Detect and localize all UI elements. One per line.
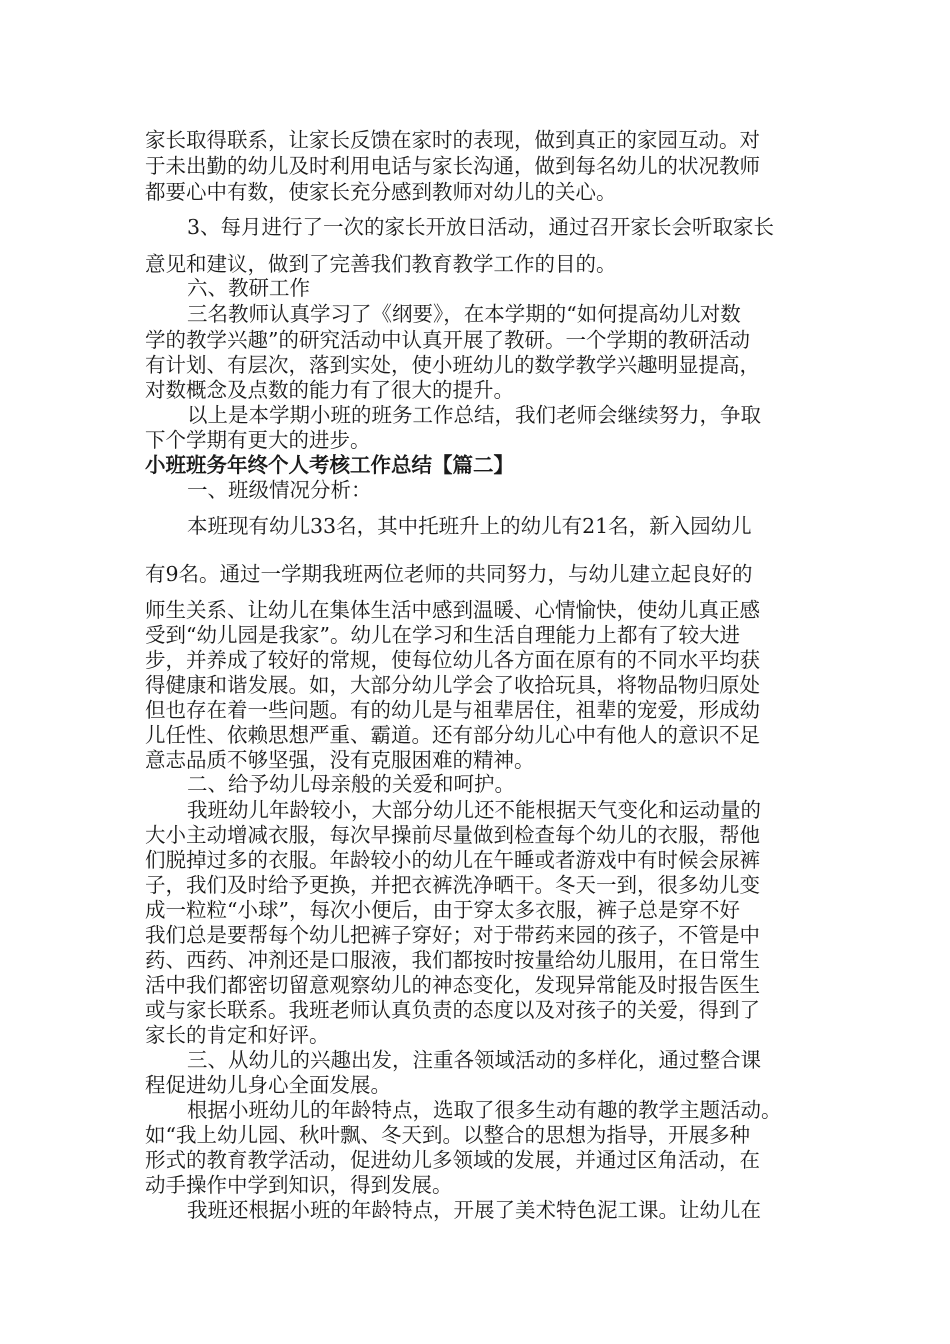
text-line: 我们总是要帮每个幼儿把裤子穿好；对于带药来园的孩子，不管是中 (145, 923, 760, 947)
text-line: 六、教研工作 (187, 276, 310, 300)
text-line: 对数概念及点数的能力有了很大的提升。 (145, 378, 514, 402)
text-line: 以上是本学期小班的班务工作总结，我们老师会继续努力，争取 (187, 403, 761, 427)
text-line: 们脱掉过多的衣服。年龄较小的幼儿在午睡或者游戏中有时候会尿裤 (145, 848, 760, 872)
text-line: 三、从幼儿的兴趣出发，注重各领域活动的多样化，通过整合课 (187, 1048, 761, 1072)
text-line: 受到“幼儿园是我家”。幼儿在学习和生活自理能力上都有了较大进 (145, 623, 740, 647)
text-line: 程促进幼儿身心全面发展。 (145, 1073, 391, 1097)
text-line: 家长的肯定和好评。 (145, 1023, 330, 1047)
text-line: 家长取得联系，让家长反馈在家时的表现，做到真正的家园互动。对 (145, 128, 760, 152)
section-heading: 小班班务年终个人考核工作总结【篇二】 (145, 453, 514, 477)
text-line: 3、每月进行了一次的家长开放日活动，通过召开家长会听取家长 (187, 215, 775, 239)
text-line: 本班现有幼儿33名，其中托班升上的幼儿有21名，新入园幼儿 (187, 514, 752, 538)
text-line: 有9名。通过一学期我班两位老师的共同努力，与幼儿建立起良好的 (145, 562, 753, 586)
text-line: 根据小班幼儿的年龄特点，选取了很多生动有趣的教学主题活动。 (187, 1098, 782, 1122)
text-line: 子，我们及时给予更换，并把衣裤洗净晒干。冬天一到，很多幼儿变 (145, 873, 760, 897)
text-line: 大小主动增减衣服，每次早操前尽量做到检查每个幼儿的衣服，帮他 (145, 823, 760, 847)
text-line: 学的教学兴趣”的研究活动中认真开展了教研。一个学期的教研活动 (145, 328, 750, 352)
text-line: 三名教师认真学习了《纲要》，在本学期的“如何提高幼儿对数 (187, 302, 741, 326)
text-line: 活中我们都密切留意观察幼儿的神态变化，发现异常能及时报告医生 (145, 973, 760, 997)
text-line: 步，并养成了较好的常规，使每位幼儿各方面在原有的不同水平均获 (145, 648, 760, 672)
text-line: 都要心中有数，使家长充分感到教师对幼儿的关心。 (145, 180, 617, 204)
text-line: 我班幼儿年龄较小，大部分幼儿还不能根据天气变化和运动量的 (187, 798, 761, 822)
text-line: 意见和建议，做到了完善我们教育教学工作的目的。 (145, 252, 617, 276)
text-line: 药、西药、冲剂还是口服液，我们都按时按量给幼儿服用，在日常生 (145, 948, 760, 972)
text-line: 儿任性、依赖思想严重、霸道。还有部分幼儿心中有他人的意识不足 (145, 723, 760, 747)
text-line: 我班还根据小班的年龄特点，开展了美术特色泥工课。让幼儿在 (187, 1198, 761, 1222)
text-line: 如“我上幼儿园、秋叶飘、冬天到。以整合的思想为指导，开展多种 (145, 1123, 750, 1147)
text-line: 形式的教育教学活动，促进幼儿多领域的发展，并通过区角活动，在 (145, 1148, 760, 1172)
text-line: 一、班级情况分析： (187, 478, 372, 502)
text-line: 二、给予幼儿母亲般的关爱和呵护。 (187, 772, 515, 796)
text-line: 于未出勤的幼儿及时利用电话与家长沟通，做到每名幼儿的状况教师 (145, 154, 760, 178)
text-line: 有计划、有层次，落到实处，使小班幼儿的数学教学兴趣明显提高， (145, 353, 760, 377)
text-line: 但也存在着一些问题。有的幼儿是与祖辈居住，祖辈的宠爱，形成幼 (145, 698, 760, 722)
text-line: 意志品质不够坚强，没有克服困难的精神。 (145, 748, 535, 772)
text-line: 成一粒粒“小球”，每次小便后，由于穿太多衣服，裤子总是穿不好 (145, 898, 740, 922)
text-line: 或与家长联系。我班老师认真负责的态度以及对孩子的关爱，得到了 (145, 998, 760, 1022)
text-line: 师生关系、让幼儿在集体生活中感到温暖、心情愉快，使幼儿真正感 (145, 598, 760, 622)
text-line: 动手操作中学到知识，得到发展。 (145, 1173, 453, 1197)
text-line: 下个学期有更大的进步。 (145, 428, 371, 452)
text-line: 得健康和谐发展。如，大部分幼儿学会了收拾玩具，将物品物归原处 (145, 673, 760, 697)
